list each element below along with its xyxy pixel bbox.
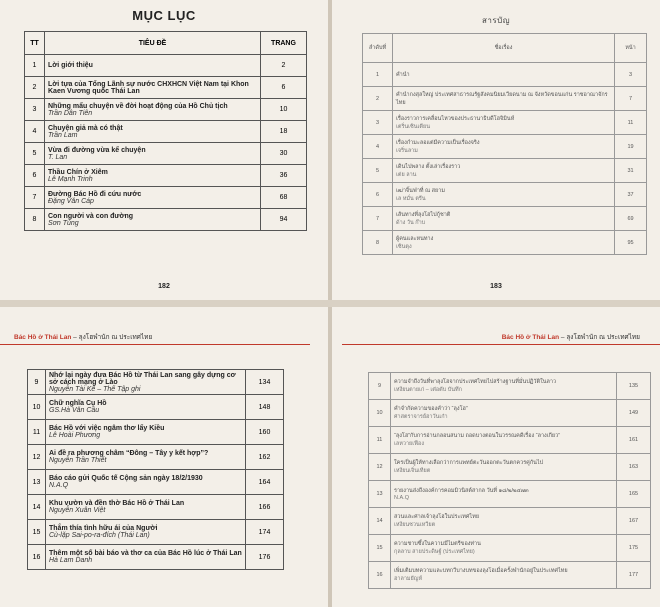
toc-entry-title: ใครเป็นผู้ให้ทางเลือกว่าการแพทย์ตะวันออกตะวันตกควรคู่กันไป xyxy=(394,460,544,466)
page-number: 183 xyxy=(490,283,502,290)
toc-row xyxy=(363,159,647,183)
toc-row xyxy=(25,77,307,99)
toc-entry-author: เซินตุง xyxy=(396,243,412,250)
toc-entry-title: Lời tựa của Tổng Lãnh sự nước CHXHCN Việt Nam tại Khon Kaen Vương quốc Thái Lan xyxy=(48,80,249,95)
toc-row xyxy=(28,395,284,420)
toc-row xyxy=(369,535,651,562)
toc-row xyxy=(363,87,647,111)
toc-page-number: 177 xyxy=(617,562,651,589)
page-185 xyxy=(332,307,660,607)
toc-entry xyxy=(393,159,615,183)
toc-row xyxy=(28,520,284,545)
toc-entry-author: N.A.Q xyxy=(394,495,409,501)
toc-row xyxy=(28,445,284,470)
toc-entry-author: ศาสตราจารย์ฮาวันเก๋า xyxy=(394,414,448,420)
toc-page-number: 94 xyxy=(261,209,307,231)
toc-row xyxy=(25,165,307,187)
running-header xyxy=(332,332,660,342)
spread-divider xyxy=(0,300,660,307)
toc-page-number: 2 xyxy=(261,55,307,77)
toc-entry-title: คำจำกัดความของคำว่า “ลุงโฮ” xyxy=(394,406,468,412)
toc-row xyxy=(28,545,284,570)
toc-entry-title: คำนำกงสุลใหญ่ ประเทศสาธารณรัฐสังคมนิยมเวียดนาม ณ จังหวัดขอนแก่น ราชอาณาจักรไทย xyxy=(396,91,608,106)
toc-entry-author: เล หมั่น ตรีน xyxy=(396,195,426,202)
toc-row-number: 7 xyxy=(363,207,393,231)
toc-entry xyxy=(393,63,615,87)
toc-entry-title: Lời giới thiệu xyxy=(48,62,93,69)
toc-page-number: 19 xyxy=(615,135,647,159)
toc-page-number: 165 xyxy=(617,481,651,508)
toc-entry xyxy=(45,187,261,209)
toc-entry-title: ความชาบซึ้งในความมีไมตรีของท่าน xyxy=(394,541,481,547)
toc-row-number: 6 xyxy=(25,165,45,187)
toc-entry xyxy=(391,373,617,400)
toc-entry-author: เจริ่นลาม xyxy=(396,147,418,154)
header-page: หน้า xyxy=(615,34,647,63)
toc-row-number: 10 xyxy=(369,400,391,427)
toc-row-number: 2 xyxy=(25,77,45,99)
toc-row xyxy=(25,187,307,209)
toc-table xyxy=(24,31,307,231)
toc-row-number: 6 xyxy=(363,183,393,207)
header-rule xyxy=(0,344,310,345)
toc-row xyxy=(25,143,307,165)
toc-entry-author: เลหวายเฟือง xyxy=(394,441,425,447)
toc-row xyxy=(28,470,284,495)
toc-row xyxy=(363,183,647,207)
toc-entry xyxy=(46,545,246,570)
toc-body xyxy=(25,55,307,231)
toc-row-number: 13 xyxy=(28,470,46,495)
toc-entry-title: Báo cáo gửi Quốc tế Cộng sản ngày 18/2/1930 xyxy=(49,475,203,482)
toc-table xyxy=(362,33,647,255)
toc-page-number: 68 xyxy=(261,187,307,209)
toc-header-row xyxy=(25,32,307,55)
toc-entry xyxy=(393,111,615,135)
toc-row xyxy=(25,209,307,231)
toc-row-number: 12 xyxy=(28,445,46,470)
toc-row-number: 12 xyxy=(369,454,391,481)
toc-entry-title: Chuyện giả mà có thật xyxy=(48,124,123,132)
toc-entry-author: Hà Lam Danh xyxy=(49,557,93,564)
toc-entry-title: คำนำ xyxy=(396,71,410,78)
toc-entry xyxy=(45,209,261,231)
toc-page-number: 134 xyxy=(246,370,284,395)
toc-entry-author: T. Lan xyxy=(48,153,68,161)
toc-entry-author: กุลลาบ สายประดิษฐ์ (ประเทศไทย) xyxy=(394,549,475,555)
toc-row-number: 5 xyxy=(25,143,45,165)
toc-row-number: 9 xyxy=(28,370,46,395)
page-title: MỤC LỤC xyxy=(132,8,196,23)
toc-body xyxy=(28,370,284,570)
toc-entry xyxy=(45,77,261,99)
page-182 xyxy=(0,0,328,300)
header-title: ชื่อเรื่อง xyxy=(393,34,615,63)
toc-row-number: 3 xyxy=(25,99,45,121)
toc-entry-title: Con người và con đường xyxy=(48,212,134,220)
toc-entry-author: Trần Lam xyxy=(48,131,78,139)
toc-entry xyxy=(46,445,246,470)
toc-entry-author: เต่ย ลาน xyxy=(396,171,417,178)
toc-page-number: 18 xyxy=(261,121,307,143)
toc-entry xyxy=(46,520,246,545)
toc-page-number: 36 xyxy=(261,165,307,187)
header-rule xyxy=(342,344,660,345)
toc-entry-author: Sơn Tùng xyxy=(48,219,79,227)
toc-row-number: 16 xyxy=(28,545,46,570)
toc-entry-author: Lê Mạnh Trinh xyxy=(48,175,93,183)
toc-row xyxy=(369,454,651,481)
running-header-text: Bác Hồ ở Thái Lan – ลุงโฮพำนัก ณ ประเทศไทย xyxy=(14,334,153,341)
running-header-text: Bác Hồ ở Thái Lan – ลุงโฮพำนัก ณ ประเทศไทย xyxy=(501,334,640,341)
toc-page-number: 69 xyxy=(615,207,647,231)
toc-entry xyxy=(391,454,617,481)
toc-row-number: 7 xyxy=(25,187,45,209)
toc-entry-title: Nhớ lại ngày đưa Bác Hồ từ Thái Lan sang gây dựng cơ sở cách mạng ở Lào xyxy=(49,371,236,386)
toc-row xyxy=(28,495,284,520)
toc-entry xyxy=(46,495,246,520)
toc-entry-title: ความจำถึงวันที่พาลุงโฮจากประเทศไทยไปสร้างฐานที่มั่นปฏิวัติในลาว xyxy=(394,379,557,385)
toc-page-number: 11 xyxy=(615,111,647,135)
toc-entry xyxy=(393,231,615,255)
toc-entry xyxy=(45,55,261,77)
toc-entry xyxy=(391,400,617,427)
toc-row-number: 8 xyxy=(25,209,45,231)
toc-page-number: 10 xyxy=(261,99,307,121)
toc-row-number: 1 xyxy=(363,63,393,87)
toc-entry-author: Nguyễn Trần Thiết xyxy=(49,457,107,464)
toc-entry xyxy=(46,470,246,495)
toc-entry-title: เส้นทางที่ลุงโฮไปกู้ชาติ xyxy=(396,211,451,218)
toc-page-number: 37 xyxy=(615,183,647,207)
toc-row xyxy=(363,111,647,135)
toc-entry-title: Đường Bác Hồ đi cứu nước xyxy=(48,190,142,198)
toc-row xyxy=(28,420,284,445)
toc-row-number: 16 xyxy=(369,562,391,589)
toc-row-number: 13 xyxy=(369,481,391,508)
toc-entry-title: สวนและศาลเจ้าลุงโฮในประเทศไทย xyxy=(394,514,480,520)
page-number: 182 xyxy=(158,283,170,290)
toc-row-number: 14 xyxy=(369,508,391,535)
toc-entry-title: ผู้คนและหนทาง xyxy=(396,235,434,242)
toc-row-number: 2 xyxy=(363,87,393,111)
toc-page-number: 164 xyxy=(246,470,284,495)
toc-row xyxy=(369,427,651,454)
toc-entry xyxy=(45,143,261,165)
toc-entry xyxy=(46,395,246,420)
toc-row xyxy=(363,231,647,255)
toc-page-number: 95 xyxy=(615,231,647,255)
toc-entry-author: เหงียนเจิ่นเทียต xyxy=(394,468,431,474)
toc-row-number: 8 xyxy=(363,231,393,255)
toc-row-number: 5 xyxy=(363,159,393,183)
toc-table xyxy=(27,369,284,570)
header-title: TIÊU ĐỀ xyxy=(45,32,261,55)
toc-entry-title: Chữ nghĩa Cụ Hồ xyxy=(49,400,107,407)
toc-entry-author: Lê Hoài Phương xyxy=(49,432,101,439)
toc-row-number: 9 xyxy=(369,373,391,400)
toc-table xyxy=(368,372,651,589)
toc-entry-title: Bác Hồ với việc ngâm thơ lẩy Kiều xyxy=(49,425,165,432)
toc-entry xyxy=(391,535,617,562)
toc-entry-title: Thêm một số bài báo và thơ ca của Bác Hồ lúc ở Thái Lan xyxy=(49,550,242,557)
toc-entry xyxy=(391,508,617,535)
toc-page-number: 163 xyxy=(617,454,651,481)
toc-page-number: 167 xyxy=(617,508,651,535)
toc-page-number: 135 xyxy=(617,373,651,400)
toc-entry xyxy=(393,207,615,231)
toc-entry-title: รายงานส่งถึงองค์การคอมมิวนิสต์สากล วันที่ ๑๘/๒/๒๔๗๓ xyxy=(394,488,529,494)
header-tt: TT xyxy=(25,32,45,55)
toc-entry xyxy=(393,135,615,159)
toc-page-number: 175 xyxy=(617,535,651,562)
toc-row-number: 4 xyxy=(25,121,45,143)
toc-row-number: 1 xyxy=(25,55,45,77)
toc-entry xyxy=(45,99,261,121)
toc-row xyxy=(25,121,307,143)
header-tt: ลำดับที่ xyxy=(363,34,393,63)
toc-entry-title: เฒ่าจิ้นฟ่าที่ ณ สยาม xyxy=(396,187,445,194)
toc-entry-title: Vừa đi đường vừa kể chuyện xyxy=(48,146,146,154)
toc-row xyxy=(369,373,651,400)
toc-entry xyxy=(393,87,615,111)
toc-page-number: 149 xyxy=(617,400,651,427)
toc-entry-author: N.A.Q xyxy=(49,482,69,489)
toc-row-number: 11 xyxy=(28,420,46,445)
toc-entry xyxy=(45,121,261,143)
toc-page-number: 162 xyxy=(246,445,284,470)
toc-entry xyxy=(391,562,617,589)
toc-row xyxy=(363,207,647,231)
toc-entry xyxy=(393,183,615,207)
toc-entry-title: Thắm thía tình hữu ái của Người xyxy=(49,525,158,532)
toc-page-number: 30 xyxy=(261,143,307,165)
toc-entry-author: Trần Dân Tiên xyxy=(48,109,93,117)
header-page: TRANG xyxy=(261,32,307,55)
toc-row-number: 3 xyxy=(363,111,393,135)
toc-row-number: 15 xyxy=(369,535,391,562)
toc-row xyxy=(363,135,647,159)
toc-row-number: 10 xyxy=(28,395,46,420)
toc-page-number: 7 xyxy=(615,87,647,111)
toc-page-number: 3 xyxy=(615,63,647,87)
toc-entry-author: ฮาลามยัญห์ xyxy=(394,576,423,582)
toc-entry-title: “ลุงโฮ”กับการอ่านกลอนสนาม ถอดบางตอนในวรรณคดีเรื่อง “ลางเกียว” xyxy=(394,433,561,439)
toc-row xyxy=(369,508,651,535)
toc-page-number: 148 xyxy=(246,395,284,420)
page-184 xyxy=(0,307,328,607)
page-183 xyxy=(332,0,660,300)
toc-entry xyxy=(46,420,246,445)
toc-entry-author: เหงียนตายเก่ – เต๋อตับ บันทึก xyxy=(394,387,462,393)
toc-entry-author: ด้าง วัน ก๊าบ xyxy=(396,219,426,226)
toc-row xyxy=(25,55,307,77)
toc-row-number: 15 xyxy=(28,520,46,545)
toc-row xyxy=(369,481,651,508)
toc-page-number: 161 xyxy=(617,427,651,454)
toc-page-number: 174 xyxy=(246,520,284,545)
toc-body xyxy=(363,63,647,255)
toc-entry-title: เรื่องกำมะลอแต่มีความเป็นเรื่องจริง xyxy=(396,139,480,146)
running-header xyxy=(0,332,328,342)
toc-page-number: 31 xyxy=(615,159,647,183)
toc-page-number: 176 xyxy=(246,545,284,570)
toc-header-row xyxy=(363,34,647,63)
toc-row-number: 4 xyxy=(363,135,393,159)
toc-entry-title: เพิ่มเติมบทความและบทกวีบางบทของลุงโฮเมื่อครั้งพำนักอยู่ในประเทศไทย xyxy=(394,568,568,574)
toc-body xyxy=(369,373,651,589)
toc-entry-author: Cù-lặp Sai-po-ra-đích (Thái Lan) xyxy=(49,532,150,539)
toc-entry-author: Nguyễn Tài Kế – Thế Tập ghi xyxy=(49,385,141,393)
toc-page-number: 6 xyxy=(261,77,307,99)
toc-entry xyxy=(391,427,617,454)
toc-entry-author: Nguyễn Xuân Việt xyxy=(49,507,106,514)
page-title: สารบัญ xyxy=(481,16,511,25)
toc-row xyxy=(369,562,651,589)
toc-entry xyxy=(391,481,617,508)
toc-row xyxy=(28,370,284,395)
toc-entry-author: เตริ่นเซินเตียน xyxy=(396,123,430,130)
toc-entry-title: เรื่องราวการเคลื่อนไหวของประธานาธิบดีโฮจิมินห์ xyxy=(396,115,515,122)
toc-entry-title: Những mẩu chuyện về đời hoạt động của Hồ Chủ tịch xyxy=(48,102,228,110)
toc-entry-author: เหงียนซวนเหวียต xyxy=(394,522,436,528)
toc-entry-author: Đặng Văn Cáp xyxy=(48,197,94,205)
toc-entry-author: GS.Hà Văn Cầu xyxy=(49,407,100,414)
toc-entry-title: Ai đề ra phương châm “Đông – Tây y kết hợp”? xyxy=(49,450,209,457)
toc-entry-title: เดินไปพลาง ตั้งเล่าเรื่องราว xyxy=(396,163,461,170)
toc-page-number: 166 xyxy=(246,495,284,520)
toc-page-number: 160 xyxy=(246,420,284,445)
toc-row xyxy=(363,63,647,87)
toc-row-number: 14 xyxy=(28,495,46,520)
toc-row xyxy=(25,99,307,121)
toc-entry xyxy=(46,370,246,395)
toc-row xyxy=(369,400,651,427)
toc-entry-title: Thầu Chín ở Xiêm xyxy=(48,168,108,176)
toc-row-number: 11 xyxy=(369,427,391,454)
toc-entry xyxy=(45,165,261,187)
toc-entry-title: Khu vườn và đền thờ Bác Hồ ở Thái Lan xyxy=(49,500,185,507)
